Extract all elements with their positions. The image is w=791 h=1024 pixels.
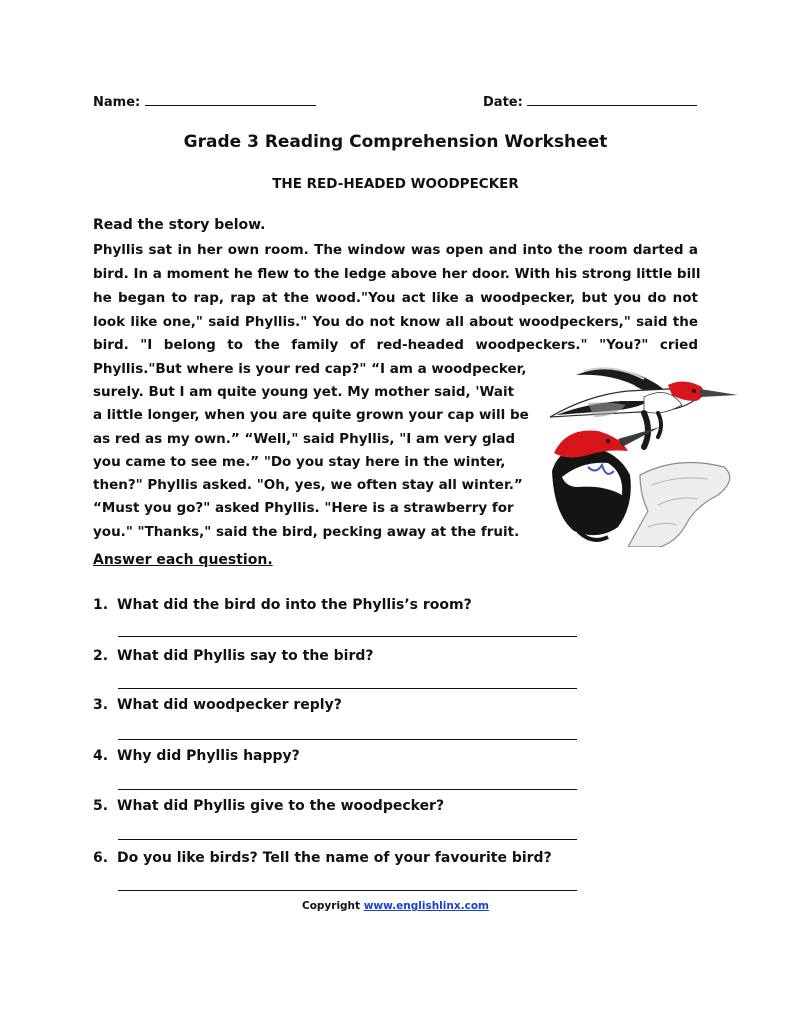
story-line: you." "Thanks," said the bird, pecking away at the fruit. [93, 524, 520, 540]
question-text: What did Phyllis give to the woodpecker? [117, 798, 445, 814]
name-label: Name: [93, 95, 141, 110]
instruction: Read the story below. [93, 217, 266, 233]
question-6 [93, 850, 552, 866]
question-number: 5. [93, 798, 109, 814]
question-text: Why did Phyllis happy? [117, 748, 300, 764]
question-text: What did the bird do into the Phyllis’s room? [117, 597, 472, 613]
question-3 [93, 697, 342, 713]
name-blank[interactable] [145, 105, 316, 106]
copyright-label: Copyright [301, 900, 361, 912]
question-text: What did Phyllis say to the bird? [117, 648, 374, 664]
answer-line-4[interactable] [118, 789, 577, 790]
question-number: 2. [93, 648, 109, 664]
story-line: you came to see me.” "Do you stay here in the winter, [93, 454, 506, 470]
answer-line-6[interactable] [118, 890, 577, 891]
question-2 [93, 648, 374, 664]
answer-line-5[interactable] [118, 839, 577, 840]
question-number: 3. [93, 697, 109, 713]
story-line: surely. But I am quite young yet. My mother said, 'Wait [93, 384, 515, 400]
question-number: 4. [93, 748, 109, 764]
question-4 [93, 748, 300, 764]
answer-line-1[interactable] [118, 636, 577, 637]
perched-woodpecker [552, 427, 730, 547]
name-field [93, 95, 316, 110]
woodpecker-illustration [548, 355, 744, 547]
story-line: he began to rap, rap at the wood."You act like a woodpecker, but you do not [93, 290, 698, 306]
story-line: Phyllis."But where is your red cap?" “I am a woodpecker, [93, 361, 527, 377]
page-title: Grade 3 Reading Comprehension Worksheet [183, 132, 608, 152]
story-title: THE RED-HEADED WOODPECKER [272, 176, 519, 192]
story-line: bird. In a moment he flew to the ledge above her door. With his strong little bill [93, 266, 701, 282]
footer [0, 900, 791, 912]
copyright-link[interactable]: www.englishlinx.com [363, 900, 489, 912]
story-line: as red as my own.” “Well," said Phyllis, "I am very glad [93, 431, 516, 447]
date-blank[interactable] [527, 105, 697, 106]
story-line: Phyllis sat in her own room. The window was open and into the room darted a [93, 242, 698, 258]
story-line: bird. "I belong to the family of red-headed woodpeckers." "You?" cried [93, 337, 698, 353]
question-number: 1. [93, 597, 109, 613]
answer-line-2[interactable] [118, 688, 577, 689]
answer-line-3[interactable] [118, 739, 577, 740]
date-field [483, 95, 697, 110]
question-1 [93, 597, 472, 613]
question-text: What did woodpecker reply? [117, 697, 342, 713]
answer-heading: Answer each question. [93, 552, 273, 568]
question-text: Do you like birds? Tell the name of your favourite bird? [117, 850, 552, 866]
story-line: “Must you go?" asked Phyllis. "Here is a strawberry for [93, 500, 514, 516]
question-number: 6. [93, 850, 109, 866]
question-5 [93, 798, 444, 814]
date-label: Date: [483, 95, 523, 110]
story-line: then?" Phyllis asked. "Oh, yes, we often stay all winter.” [93, 477, 523, 493]
story-line: look like one," said Phyllis." You do not know all about woodpeckers," said the [93, 314, 698, 330]
story-line: a little longer, when you are quite grown your cap will be [93, 407, 529, 423]
